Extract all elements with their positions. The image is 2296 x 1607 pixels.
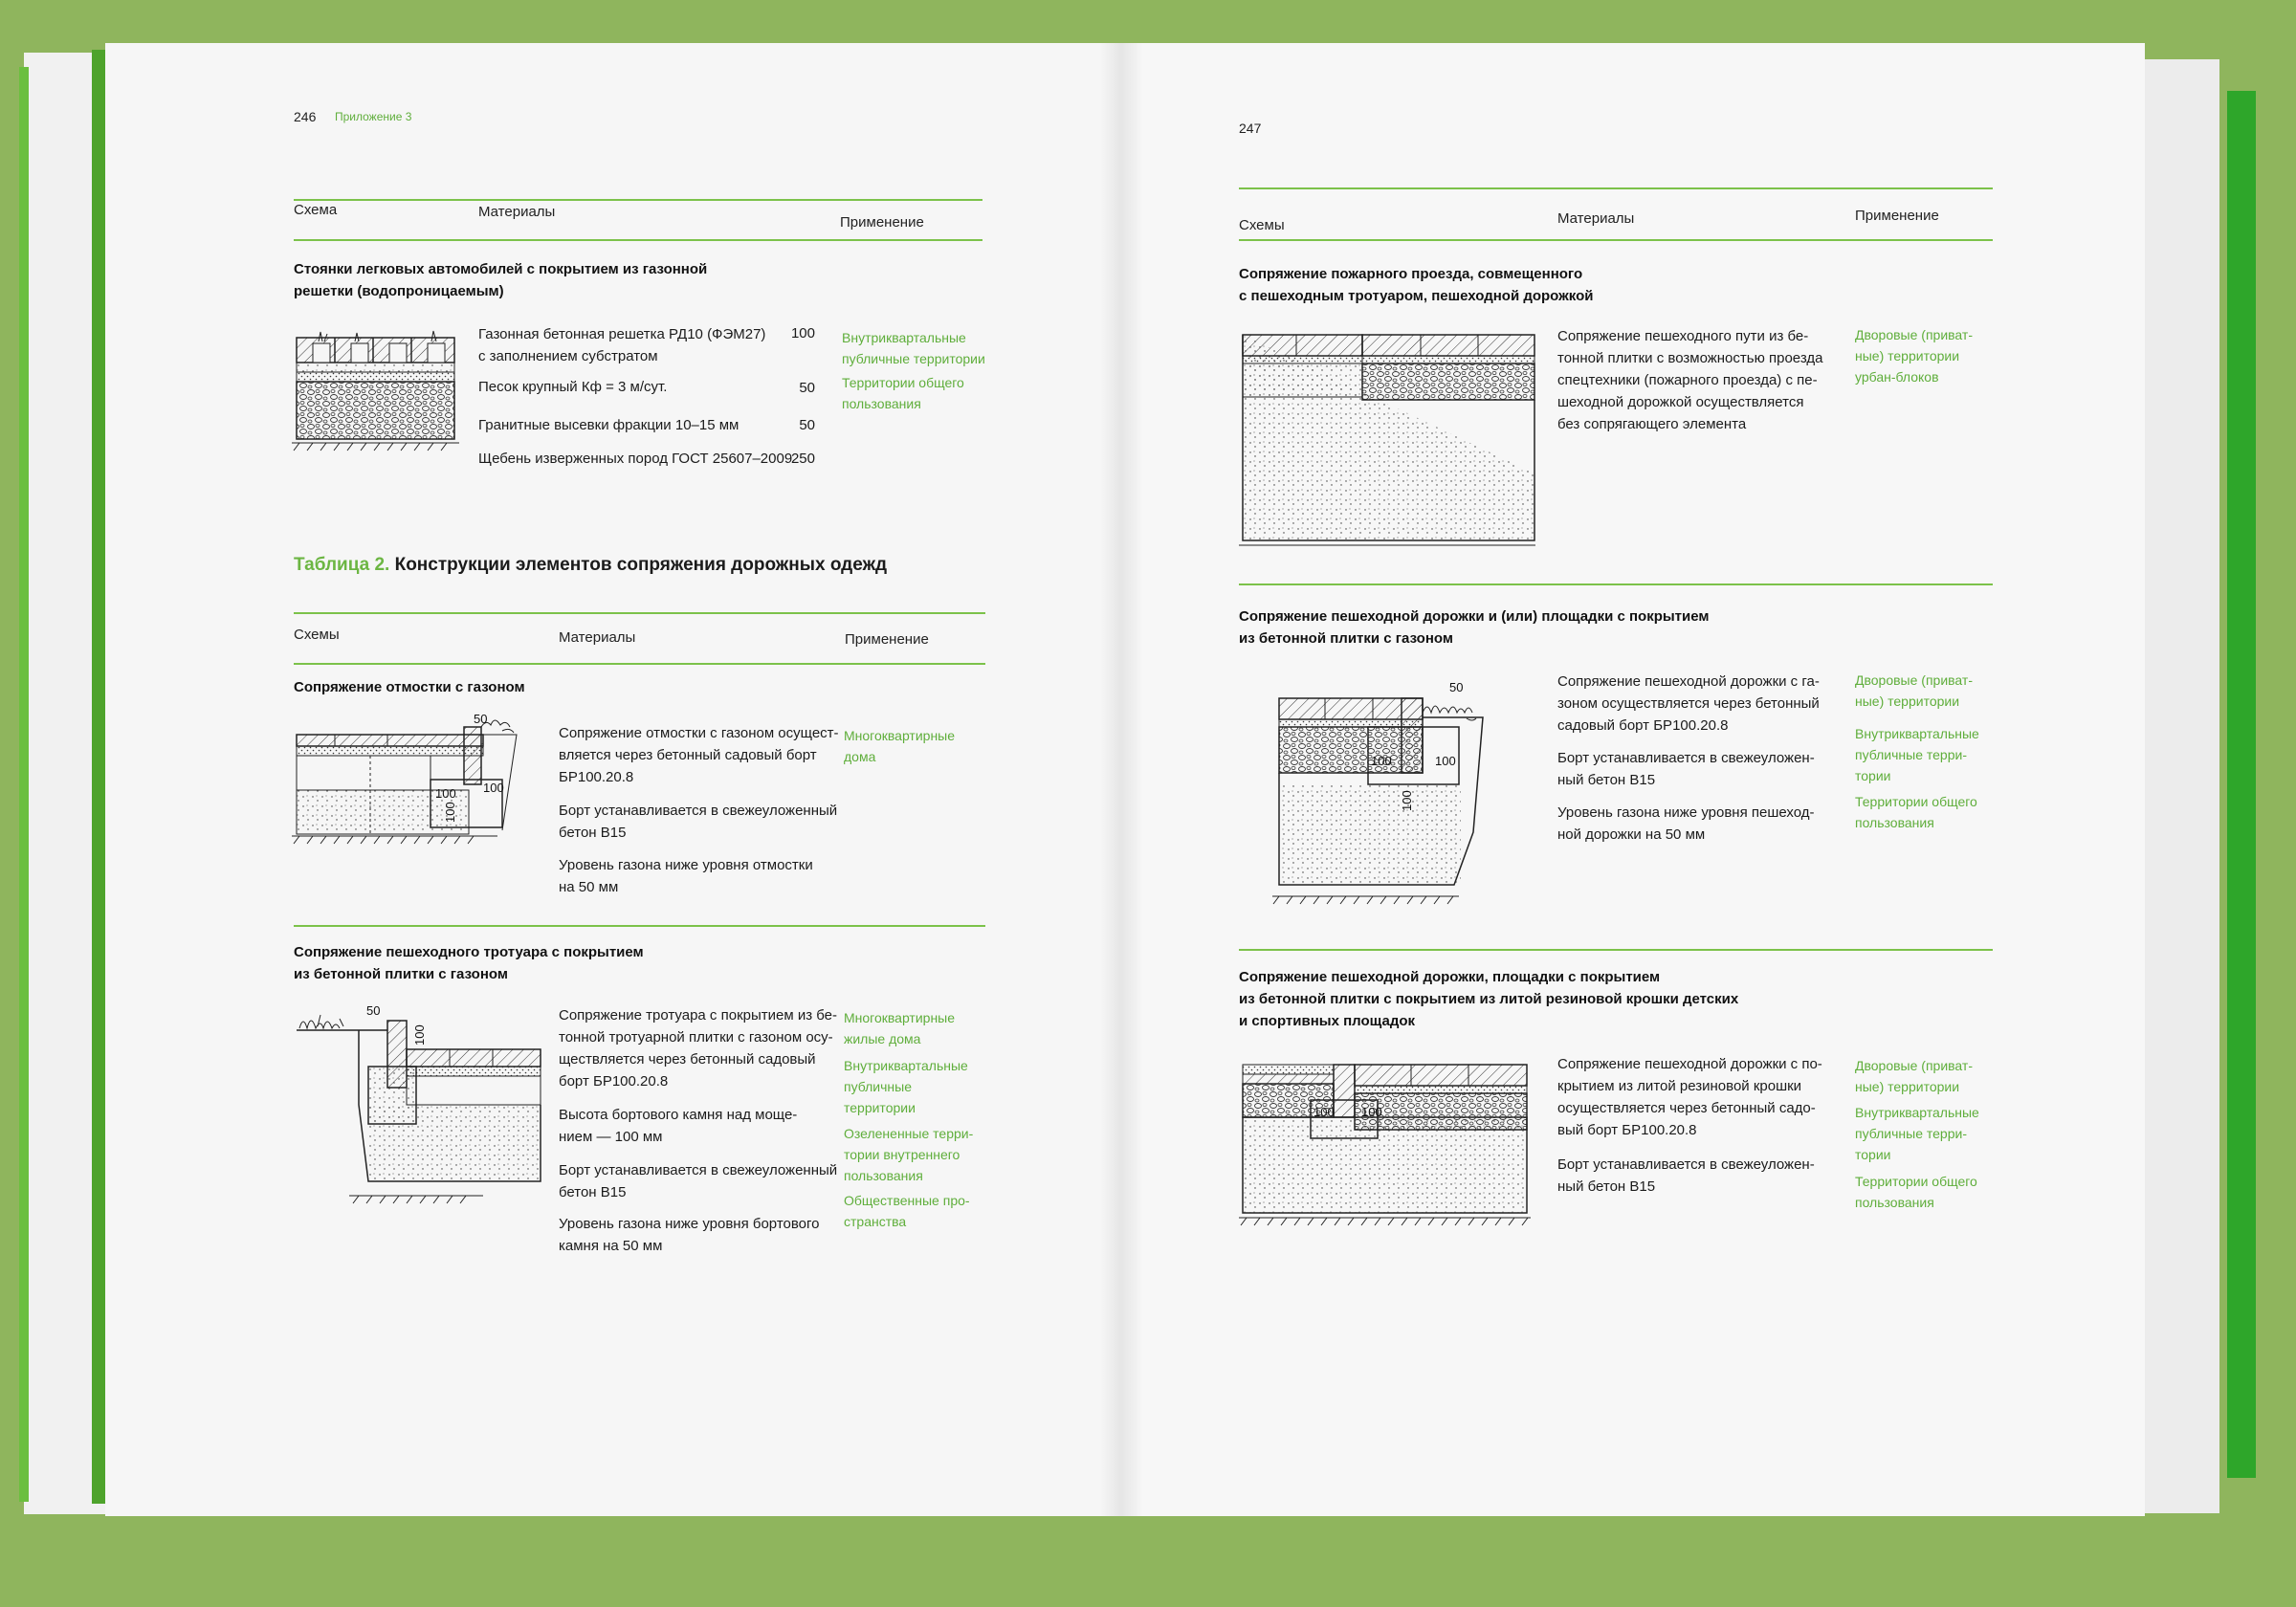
page-number-left: 246 bbox=[294, 109, 317, 124]
material-line: ной дорожки на 50 мм bbox=[1557, 826, 1706, 843]
title-line: Сопряжение отмостки с газоном bbox=[294, 679, 525, 695]
material-line: ный бетон В15 bbox=[1557, 1178, 1656, 1195]
title-line: Стоянки легковых автомобилей с покрытием из газонной bbox=[294, 261, 708, 277]
title-line: из бетонной плитки с газоном bbox=[294, 966, 508, 982]
material-line: Борт устанавливается в свежеуложенный bbox=[559, 1162, 838, 1178]
dim-label: 50 bbox=[1449, 680, 1464, 694]
curb-stone bbox=[1402, 698, 1423, 773]
title-line: Сопряжение пешеходного тротуара с покрытием bbox=[294, 944, 644, 960]
dim-label: 50 bbox=[474, 712, 488, 726]
table1-row-title bbox=[294, 258, 707, 302]
table1-top-rule bbox=[294, 199, 982, 201]
application-line: пользования bbox=[842, 396, 921, 411]
right-row2-material-1 bbox=[1557, 671, 1820, 737]
table2-row2-application-3 bbox=[844, 1123, 973, 1186]
material-line: зоном осуществляется через бетонный bbox=[1557, 695, 1820, 712]
application-line: ные) территории bbox=[1855, 348, 1960, 363]
sand-layer bbox=[297, 363, 454, 372]
table2-row2-material-3 bbox=[559, 1159, 837, 1203]
right-row2-title bbox=[1239, 605, 1710, 649]
table2-caption-prefix: Таблица 2. bbox=[294, 555, 390, 575]
material-line: тонной тротуарной плитки с газоном осу- bbox=[559, 1029, 833, 1046]
dim-label: 100 bbox=[412, 1024, 427, 1046]
material-line: Сопряжение пешеходной дорожки с га- bbox=[1557, 673, 1820, 690]
table2-header-scheme: Схемы bbox=[294, 627, 340, 643]
title-line: Сопряжение пожарного проезда, совмещенного bbox=[1239, 266, 1583, 282]
application-line: Дворовые (приват- bbox=[1855, 672, 1973, 688]
title-line: из бетонной плитки с газоном bbox=[1239, 630, 1453, 647]
right-row3-application-1 bbox=[1855, 1055, 1973, 1097]
table1-application-2 bbox=[842, 372, 964, 414]
material-line: вляется через бетонный садовый борт bbox=[559, 747, 817, 763]
table2-row1-title bbox=[294, 676, 525, 698]
material-line: без сопрягающего элемента bbox=[1557, 416, 1747, 432]
application-line: Территории общего bbox=[1855, 1174, 1977, 1189]
application-line: жилые дома bbox=[844, 1031, 921, 1046]
title-line: Сопряжение пешеходной дорожки, площадки с покрытием bbox=[1239, 969, 1661, 985]
application-line: Многоквартирные bbox=[844, 1010, 956, 1025]
left-cover-strip bbox=[19, 67, 29, 1502]
application-line: Внутриквартальные bbox=[1855, 726, 1979, 741]
application-line: территории bbox=[844, 1100, 916, 1115]
table1-value-1: 100 bbox=[790, 325, 815, 341]
material-line: шеходной дорожкой осуществляется bbox=[1557, 394, 1804, 410]
right-row2-application-3 bbox=[1855, 791, 1977, 833]
material-line: БР100.20.8 bbox=[559, 769, 634, 785]
material-line: осуществляется через бетонный садо- bbox=[1557, 1100, 1816, 1116]
material-line: крытием из литой резиновой крошки bbox=[1557, 1078, 1802, 1094]
right-cover-edge bbox=[2227, 91, 2256, 1478]
right-row3-title bbox=[1239, 966, 1738, 1032]
right-row2-material-2 bbox=[1557, 747, 1815, 791]
application-line: тории bbox=[1855, 768, 1891, 783]
table2-row1-application bbox=[844, 725, 955, 767]
dim-label: 100 bbox=[1314, 1105, 1335, 1119]
application-line: Дворовые (приват- bbox=[1855, 1058, 1973, 1073]
table2-row2-application-2 bbox=[844, 1055, 968, 1118]
right-row3-material-1 bbox=[1557, 1053, 1822, 1141]
material-line: нием — 100 мм bbox=[559, 1129, 663, 1145]
material-line: Щебень изверженных пород ГОСТ 25607–2009 bbox=[478, 451, 793, 467]
table1-header-materials: Материалы bbox=[478, 204, 556, 220]
gutter-shadow bbox=[1100, 43, 1143, 1516]
table1-application-1 bbox=[842, 327, 985, 369]
material-line: садовый борт БР100.20.8 bbox=[1557, 717, 1729, 734]
right-row2-material-3 bbox=[1557, 802, 1814, 846]
title-line: Сопряжение пешеходной дорожки и (или) площадки с покрытием bbox=[1239, 608, 1710, 625]
dim-label: 100 bbox=[443, 802, 457, 823]
table1-material-1 bbox=[478, 323, 765, 367]
title-line: из бетонной плитки с покрытием из литой резиновой крошки детских bbox=[1239, 991, 1739, 1007]
application-line: урбан-блоков bbox=[1855, 369, 1939, 385]
scheme-fire-lane bbox=[1239, 325, 1555, 545]
right-row1-title bbox=[1239, 263, 1593, 307]
material-line: Борт устанавливается в свежеуложен- bbox=[1557, 1156, 1815, 1173]
application-line: Внутриквартальные bbox=[1855, 1105, 1979, 1120]
material-line: ный бетон В15 bbox=[1557, 772, 1656, 788]
material-line: Сопряжение пешеходной дорожки с по- bbox=[1557, 1056, 1822, 1072]
material-line: на 50 мм bbox=[559, 879, 619, 895]
material-line: Гранитные высевки фракции 10–15 мм bbox=[478, 417, 740, 433]
curb-stone bbox=[1334, 1065, 1355, 1117]
application-line: Территории общего bbox=[1855, 794, 1977, 809]
right-row1-material bbox=[1557, 325, 1822, 435]
application-line: публичные территории bbox=[842, 351, 985, 366]
application-line: Общественные про- bbox=[844, 1193, 970, 1208]
table2-row2-material-2 bbox=[559, 1104, 797, 1148]
application-line: Внутриквартальные bbox=[844, 1058, 968, 1073]
application-line: публичные терри- bbox=[1855, 747, 1967, 762]
table2-row2-material-4 bbox=[559, 1213, 820, 1257]
application-line: публичные bbox=[844, 1079, 912, 1094]
application-line: публичные терри- bbox=[1855, 1126, 1967, 1141]
page-number-right: 247 bbox=[1239, 121, 1262, 136]
material-line: вый борт БР100.20.8 bbox=[1557, 1122, 1697, 1138]
material-line: бетон В15 bbox=[559, 1184, 627, 1200]
table2-header-rule bbox=[294, 663, 985, 665]
material-line: Сопряжение пешеходного пути из бе- bbox=[1557, 328, 1809, 344]
right-header-materials: Материалы bbox=[1557, 210, 1635, 227]
material-line: Высота бортового камня над моще- bbox=[559, 1107, 798, 1123]
dim-label: 100 bbox=[1400, 790, 1414, 811]
table1-value-2: 50 bbox=[799, 380, 815, 396]
gravel-layer bbox=[297, 382, 454, 439]
application-line: ные) территории bbox=[1855, 693, 1960, 709]
left-cover-edge bbox=[92, 50, 105, 1504]
material-line: Сопряжение отмостки с газоном осущест- bbox=[559, 725, 839, 741]
table2-row2-application-4 bbox=[844, 1190, 970, 1232]
right-header-scheme: Схемы bbox=[1239, 217, 1285, 233]
table2-row1-rule bbox=[294, 925, 985, 927]
table1-value-4: 250 bbox=[790, 451, 815, 467]
dim-label: 100 bbox=[435, 786, 456, 801]
dim-label: 100 bbox=[1371, 754, 1392, 768]
table1-value-3: 50 bbox=[799, 417, 815, 433]
table2-header-application: Применение bbox=[845, 631, 929, 648]
application-line: тории внутреннего bbox=[844, 1147, 960, 1162]
scheme-footpath-lawn bbox=[1268, 674, 1545, 914]
application-line: пользования bbox=[844, 1168, 923, 1183]
title-line: решетки (водопроницаемым) bbox=[294, 283, 504, 299]
title-line: с пешеходным тротуаром, пешеходной дорожкой bbox=[1239, 288, 1594, 304]
application-line: странства bbox=[844, 1214, 907, 1229]
application-line: Дворовые (приват- bbox=[1855, 327, 1973, 342]
scheme-sidewalk-lawn bbox=[292, 1000, 541, 1229]
table2-row1-material-3 bbox=[559, 854, 813, 898]
application-line: Территории общего bbox=[842, 375, 964, 390]
table2-header-materials: Материалы bbox=[559, 629, 636, 646]
right-top-rule bbox=[1239, 187, 1993, 189]
table2-row2-title bbox=[294, 941, 644, 985]
table2-row2-application-1 bbox=[844, 1007, 955, 1049]
material-line: спецтехники (пожарного проезда) с пе- bbox=[1557, 372, 1818, 388]
right-row2-rule bbox=[1239, 949, 1993, 951]
right-header-application: Применение bbox=[1855, 208, 1939, 224]
scheme-parking-section bbox=[292, 320, 464, 454]
material-line: бетон В15 bbox=[559, 825, 627, 841]
table1-header-rule bbox=[294, 239, 982, 241]
table2-top-rule bbox=[294, 612, 985, 614]
material-line: тонной плитки с возможностью проезда bbox=[1557, 350, 1823, 366]
material-line: камня на 50 мм bbox=[559, 1238, 663, 1254]
application-line: Многоквартирные bbox=[844, 728, 956, 743]
application-line: ные) территории bbox=[1855, 1079, 1960, 1094]
material-line: Уровень газона ниже уровня отмостки bbox=[559, 857, 813, 873]
dim-label: 50 bbox=[366, 1003, 381, 1018]
material-line: Уровень газона ниже уровня бортового bbox=[559, 1216, 820, 1232]
material-line: Борт устанавливается в свежеуложен- bbox=[1557, 750, 1815, 766]
table2-row2-material-1 bbox=[559, 1004, 837, 1092]
curb-stone bbox=[464, 727, 481, 784]
running-head: Приложение 3 bbox=[335, 110, 412, 123]
material-line: ществляется через бетонный садовый bbox=[559, 1051, 816, 1068]
material-line: Уровень газона ниже уровня пешеход- bbox=[1557, 804, 1815, 821]
table2-caption bbox=[294, 555, 887, 576]
dim-label: 100 bbox=[483, 781, 504, 795]
application-line: тории bbox=[1855, 1147, 1891, 1162]
table1-material-2 bbox=[478, 376, 667, 398]
material-line: борт БР100.20.8 bbox=[559, 1073, 669, 1090]
application-line: пользования bbox=[1855, 1195, 1934, 1210]
table1-header-application: Применение bbox=[840, 214, 924, 231]
material-line: с заполнением субстратом bbox=[478, 348, 658, 364]
application-line: дома bbox=[844, 749, 876, 764]
right-row3-application-3 bbox=[1855, 1171, 1977, 1213]
scheme-rubber-crumb bbox=[1239, 1057, 1535, 1229]
right-header-rule bbox=[1239, 239, 1993, 241]
right-row3-material-2 bbox=[1557, 1154, 1815, 1198]
application-line: пользования bbox=[1855, 815, 1934, 830]
title-line: и спортивных площадок bbox=[1239, 1013, 1416, 1029]
material-line: Песок крупный Кф = 3 м/сут. bbox=[478, 379, 668, 395]
right-row2-application-2 bbox=[1855, 723, 1979, 786]
right-row2-application-1 bbox=[1855, 670, 1973, 712]
material-line: Газонная бетонная решетка РД10 (ФЭМ27) bbox=[478, 326, 766, 342]
table2-row1-material-1 bbox=[559, 722, 839, 788]
table1-header-scheme: Схема bbox=[294, 202, 338, 218]
rubber-layer bbox=[1243, 1065, 1334, 1074]
screenings-layer bbox=[297, 372, 454, 382]
dim-label: 100 bbox=[1361, 1105, 1382, 1119]
table2-row1-material-2 bbox=[559, 800, 837, 844]
right-row1-application bbox=[1855, 324, 1973, 387]
right-row1-rule bbox=[1239, 583, 1993, 585]
application-line: Озелененные терри- bbox=[844, 1126, 974, 1141]
table1-material-4 bbox=[478, 448, 792, 470]
table2-caption-text: Конструкции элементов сопряжения дорожных одежд bbox=[394, 555, 888, 575]
dim-label: 100 bbox=[1435, 754, 1456, 768]
material-line: Сопряжение тротуара с покрытием из бе- bbox=[559, 1007, 838, 1024]
right-row3-application-2 bbox=[1855, 1102, 1979, 1165]
application-line: Внутриквартальные bbox=[842, 330, 966, 345]
table1-material-3 bbox=[478, 414, 739, 436]
material-line: Борт устанавливается в свежеуложенный bbox=[559, 803, 838, 819]
scheme-blind-area-lawn bbox=[292, 712, 541, 861]
